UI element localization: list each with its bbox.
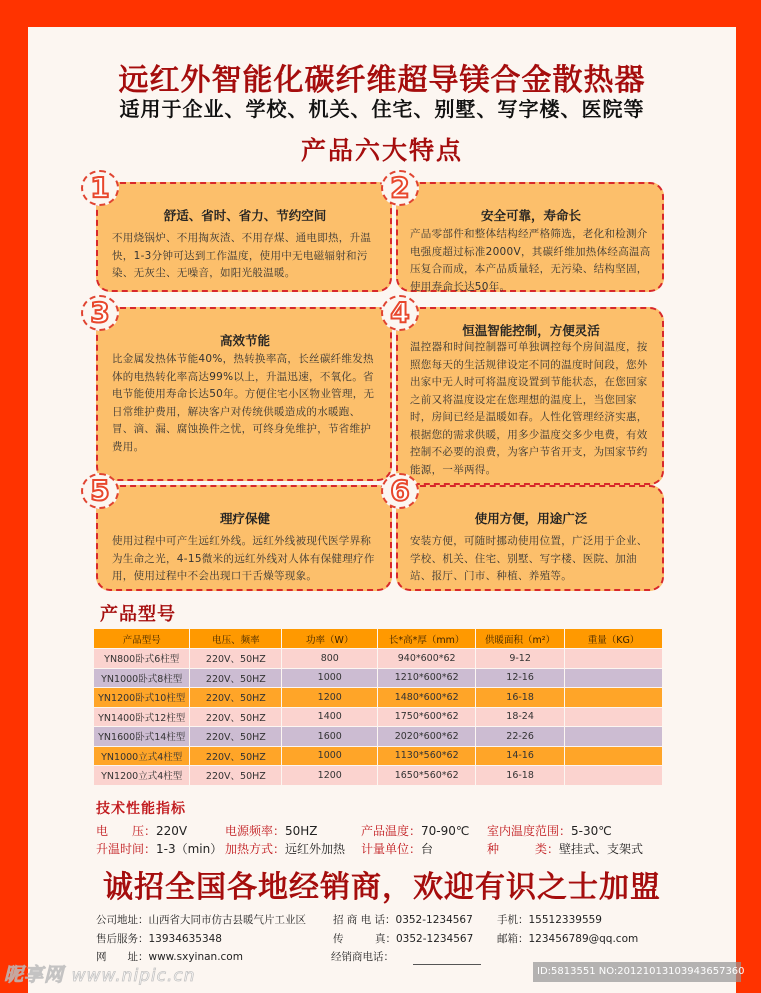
cell-voltage: 220V、50HZ (190, 688, 282, 708)
cell-weight (565, 727, 663, 747)
feature-title: 使用方便，用途广泛 (474, 511, 588, 526)
feature-body: 安装方便，可随时挪动使用位置，广泛用于企业、学校、机关、住宅、别墅、写字楼、医院、加油站、报厅、门市、种植、养殖等。 (410, 535, 648, 582)
watermark-logo: 昵享网 www.nipic.cn (4, 964, 196, 986)
dealer-slogan: 诚招全国各地经销商，欢迎有识之士加盟 (103, 870, 661, 905)
table-header-row (94, 629, 663, 649)
cell-size: 1480*600*62 (378, 688, 476, 708)
cell-size: 1130*560*62 (378, 746, 476, 766)
table-row (94, 727, 663, 747)
col-header-area: 供暖面积（m²） (476, 629, 565, 649)
number-2-icon: 2 (381, 170, 419, 206)
feature-title: 理疗保健 (219, 511, 270, 526)
dealer-phone-blank-line (413, 964, 481, 965)
email-address: 邮箱：123456789@qq.com (497, 933, 639, 945)
cell-size: 1750*600*62 (378, 707, 476, 727)
col-header-size: 长*高*厚（mm） (378, 629, 476, 649)
cell-area: 22-26 (476, 727, 565, 747)
cell-voltage: 220V、50HZ (190, 707, 282, 727)
cell-size: 1650*560*62 (378, 766, 476, 786)
number-4-icon: 4 (381, 295, 419, 331)
cell-power: 800 (282, 649, 378, 669)
spec-heatup-time: 升温时间：1-3（min） (96, 842, 223, 856)
cell-power: 1200 (282, 688, 378, 708)
dealer-phone: 经销商电话： (331, 951, 394, 963)
table-row (94, 668, 663, 688)
cell-size: 2020*600*62 (378, 727, 476, 747)
spec-unit: 计量单位：台 (361, 842, 434, 856)
table-row (94, 746, 663, 766)
feature-body: 温控器和时间控制器可单独调控每个房间温度，按照您每天的生活规律设定不同的温度时间段，您外出家中无人时可将温度设置到节能状态，在您回家之前又将温度设定在您理想的温度上，当您回家时，房间已经是温暖如春。人性化管理经济实惠，根据您的需求供暖，用多少温度交多少电费，有效控制不必要的浪费，为客户节省开支，为国家节约能源，一举两得。 (410, 341, 648, 476)
cell-area: 16-18 (476, 688, 565, 708)
cell-model: YN1200卧式10柱型 (94, 688, 190, 708)
feature-card-6 (396, 485, 664, 591)
features-heading: 产品六大特点 (300, 136, 463, 165)
feature-card-4 (396, 307, 664, 485)
cell-voltage: 220V、50HZ (190, 668, 282, 688)
cell-area: 14-16 (476, 746, 565, 766)
table-row (94, 766, 663, 786)
feature-title: 恒温智能控制，方便灵活 (462, 323, 600, 338)
spec-frequency: 电源频率：50HZ (225, 824, 318, 838)
cell-weight (565, 688, 663, 708)
cell-area: 18-24 (476, 707, 565, 727)
number-1-icon: 1 (81, 170, 119, 206)
feature-body: 比金属发热体节能40%，热转换率高，长丝碳纤维发热体的电热转化率高达99%以上，升温迅速，不氧化。省电节能使用寿命长达50年。方便住宅小区物业管理，无日常维护费用，解决客户对传统供暖造成的水暖跑、冒、滴、漏、腐蚀换件之忧，可终身免维护，节省维护费用。 (112, 353, 375, 453)
after-sales-service: 售后服务：13934635348 (96, 933, 222, 945)
cell-size: 1210*600*62 (378, 668, 476, 688)
cell-size: 940*600*62 (378, 649, 476, 669)
cell-voltage: 220V、50HZ (190, 727, 282, 747)
cell-weight (565, 746, 663, 766)
cell-power: 1400 (282, 707, 378, 727)
spec-heating-method: 加热方式：远红外加热 (225, 842, 346, 856)
cell-voltage: 220V、50HZ (190, 746, 282, 766)
cell-area: 9-12 (476, 649, 565, 669)
product-subtitle: 适用于企业、学校、机关、住宅、别墅、写字楼、医院等 (119, 97, 645, 121)
table-row (94, 688, 663, 708)
cell-power: 1000 (282, 668, 378, 688)
cell-model: YN1200立式4柱型 (94, 766, 190, 786)
feature-card-3 (96, 307, 392, 481)
col-header-power: 功率（W） (282, 629, 378, 649)
feature-body: 使用过程中可产生远红外线。远红外线被现代医学界称为生命之光，4-15微米的远红外线对人体有保健理疗作用，使用过程中不会出现口干舌燥等现象。 (112, 535, 375, 582)
poster-page (28, 27, 736, 993)
number-5-icon: 5 (81, 473, 119, 509)
products-heading: 产品型号 (100, 604, 176, 625)
cell-weight (565, 649, 663, 669)
number-3-icon: 3 (81, 295, 119, 331)
biz-phone: 招 商 电 话：0352-1234567 (333, 914, 473, 926)
feature-body: 产品零部件和整体结构经严格筛选，老化和检测介电强度超过标准2000V，其碳纤维加热体经高温高压复合而成，本产品质量轻，无污染、结构坚固，使用寿命长达50年。 (410, 228, 651, 293)
spec-product-temp: 产品温度：70-90℃ (361, 824, 470, 838)
cell-area: 16-18 (476, 766, 565, 786)
feature-card-5 (96, 485, 392, 591)
cell-voltage: 220V、50HZ (190, 649, 282, 669)
table-row (94, 707, 663, 727)
cell-weight (565, 668, 663, 688)
product-title: 远红外智能化碳纤维超导镁合金散热器 (118, 63, 646, 98)
cell-power: 1600 (282, 727, 378, 747)
fax-number: 传 真：0352-1234567 (333, 933, 474, 945)
cell-model: YN1600卧式14柱型 (94, 727, 190, 747)
cell-weight (565, 707, 663, 727)
feature-title: 安全可靠，寿命长 (480, 208, 581, 223)
feature-card-1 (96, 182, 392, 292)
cell-model: YN1000立式4柱型 (94, 746, 190, 766)
feature-title: 高效节能 (219, 333, 270, 348)
cell-model: YN800卧式6柱型 (94, 649, 190, 669)
cell-model: YN1000卧式8柱型 (94, 668, 190, 688)
watermark-id: ID:5813551 NO:20121013103943657360 (533, 962, 741, 982)
tech-specs-heading: 技术性能指标 (96, 801, 186, 817)
cell-model: YN1400卧式12柱型 (94, 707, 190, 727)
company-address: 公司地址：山西省大同市仿古县暖气片工业区 (96, 914, 306, 926)
table-row (94, 649, 663, 669)
spec-voltage: 电 压：220V (96, 824, 188, 838)
feature-body: 不用烧锅炉、不用掏灰渣、不用存煤、通电即热，升温快，1-3分钟可达到工作温度，使用中无电磁辐射和污染、无灰尘、无噪音，如阳光般温暖。 (112, 232, 372, 279)
mobile-phone: 手机：15512339559 (497, 914, 602, 926)
spec-room-temp-range: 室内温度范围：5-30℃ (487, 824, 612, 838)
col-header-voltage: 电压、频率 (190, 629, 282, 649)
number-6-icon: 6 (381, 473, 419, 509)
cell-voltage: 220V、50HZ (190, 766, 282, 786)
cell-power: 1000 (282, 746, 378, 766)
cell-power: 1200 (282, 766, 378, 786)
spec-type: 种 类：壁挂式、支架式 (487, 842, 644, 856)
product-spec-table (94, 629, 663, 786)
feature-title: 舒适、省时、省力、节约空间 (163, 208, 327, 223)
cell-weight (565, 766, 663, 786)
feature-card-2 (396, 182, 664, 292)
col-header-weight: 重量（KG） (565, 629, 663, 649)
company-website: 网 址：www.sxyinan.com (96, 951, 243, 963)
col-header-model: 产品型号 (94, 629, 190, 649)
cell-area: 12-16 (476, 668, 565, 688)
